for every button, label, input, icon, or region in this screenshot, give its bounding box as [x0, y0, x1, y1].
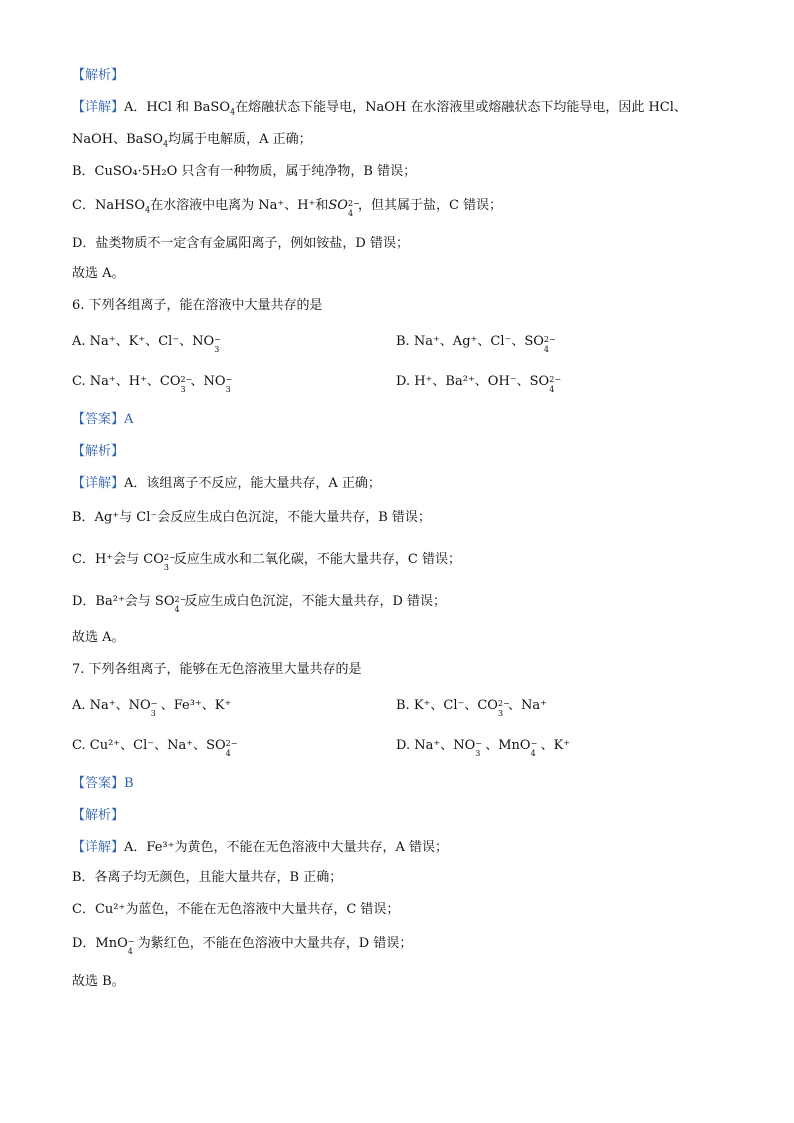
q7-option-a: A. Na⁺、NO − 3 、Fe³⁺、K⁺ [72, 698, 232, 718]
q7-option-c: C. Cu²⁺、Cl⁻、Na⁺、SO 2− 4 [72, 738, 238, 758]
q7-analysis-label: 【解析】 [72, 808, 125, 823]
q6-detail-a: 【详解】A．该组离子不反应，能大量共存，A 正确； [72, 476, 381, 491]
q6-option-d: D. H⁺、Ba²⁺、OH⁻、SO 2− 4 [396, 374, 562, 394]
q6-detail-d: D．Ba²⁺会与 SO 2− 4 反应生成白色沉淀，不能大量共存，D 错误； [72, 594, 447, 614]
q7-conclusion: 故选 B。 [72, 974, 125, 989]
detail-label: 【详解】 [72, 100, 125, 115]
q6-option-a: A. Na⁺、K⁺、Cl⁻、NO − 3 [72, 334, 221, 354]
q6-analysis-label: 【解析】 [72, 444, 125, 459]
detail-line-d: D．盐类物质不一定含有金属阳离子，例如铵盐，D 错误； [72, 236, 409, 251]
question-7-stem: 7. 下列各组离子，能够在无色溶液里大量共存的是 [72, 662, 362, 677]
q6-detail-c: C．H⁺会与 CO 2− 3 反应生成水和二氧化碳，不能大量共存，C 错误； [72, 552, 461, 572]
q6-answer: 【答案】A [72, 412, 134, 427]
q6-detail-b: B．Ag⁺与 Cl⁻会反应生成白色沉淀，不能大量共存，B 错误； [72, 510, 431, 525]
q7-option-b: B. K⁺、Cl⁻、CO 2− 3 、Na⁺ [396, 698, 547, 718]
q7-detail-d: D．MnO − 4 为紫红色，不能在色溶液中大量共存，D 错误； [72, 936, 413, 956]
q7-option-d: D. Na⁺、NO − 3 、MnO − 4 、K⁺ [396, 738, 571, 758]
detail-line-b: B．CuSO₄·5H₂O 只含有一种物质，属于纯净物，B 错误； [72, 164, 417, 179]
q6-option-b: B. Na⁺、Ag⁺、Cl⁻、SO 2− 4 [396, 334, 556, 354]
detail-line-a1: 【详解】A．HCl 和 BaSO$_4$在熔融状态下能导电，NaOH 在水溶液里或熔融状态下均能导电，因此 HCl、 [72, 100, 687, 117]
detail-line-a2: NaOH、BaSO$_4$均属于电解质，A 正确； [72, 132, 312, 149]
q6-conclusion: 故选 A。 [72, 630, 125, 645]
q7-detail-c: C．Cu²⁺为蓝色，不能在无色溶液中大量共存，C 错误； [72, 902, 400, 917]
question-6-stem: 6. 下列各组离子，能在溶液中大量共存的是 [72, 298, 323, 313]
analysis-label: 【解析】 [72, 68, 125, 83]
q7-detail-b: B．各离子均无颜色，且能大量共存，B 正确； [72, 870, 343, 885]
q7-answer: 【答案】B [72, 776, 134, 791]
detail-line-c: C．NaHSO$_4$在水溶液中电离为 Na⁺、H⁺和SO 2− 4 ，但其属于盐，C 错误； [72, 198, 503, 218]
q6-option-c: C. Na⁺、H⁺、CO 2− 3 、NO − 3 [72, 374, 233, 394]
conclusion: 故选 A。 [72, 266, 125, 281]
q7-detail-a: 【详解】A．Fe³⁺为黄色，不能在无色溶液中大量共存，A 错误； [72, 840, 449, 855]
